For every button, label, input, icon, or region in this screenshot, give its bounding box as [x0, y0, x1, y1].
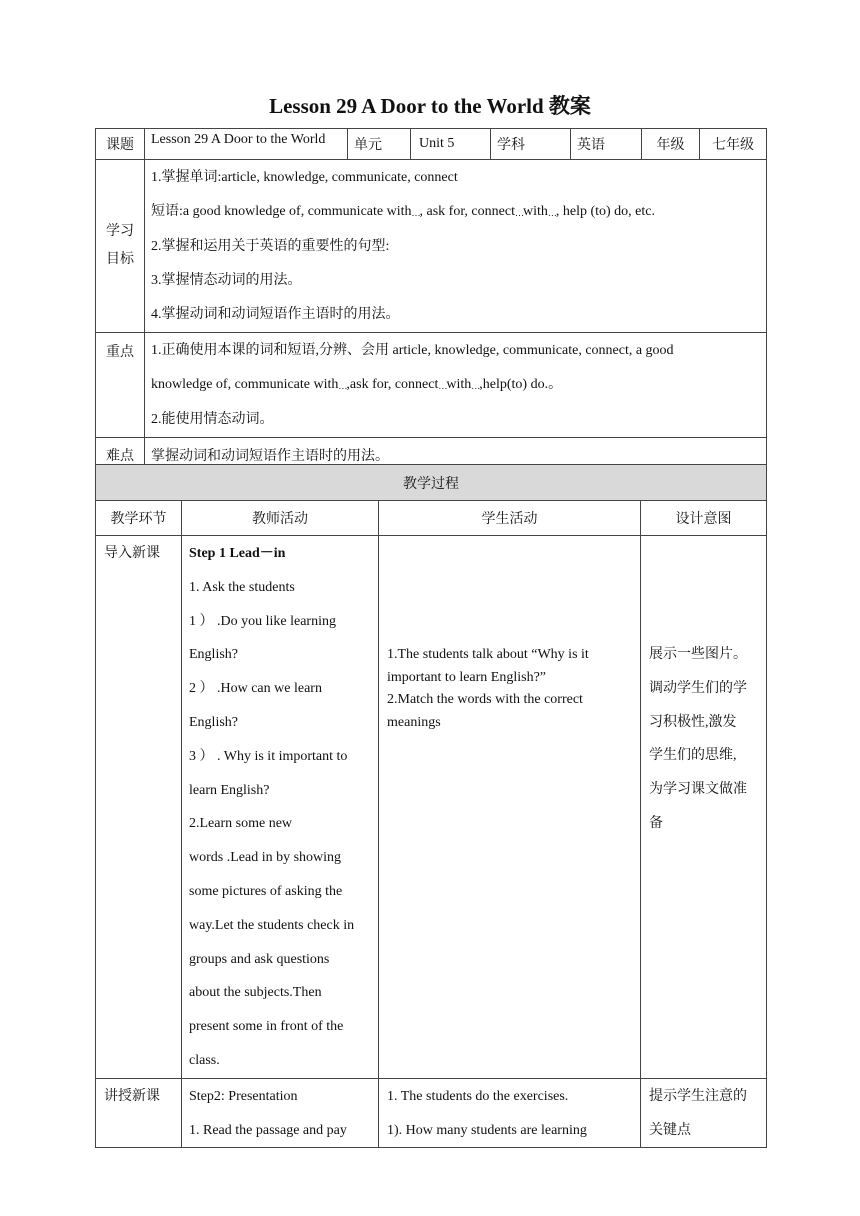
design-line: 为学习课文做准 [649, 782, 747, 798]
design-intent-presentation [641, 1078, 767, 1148]
teacher-line: 1. Read the passage and pay [189, 1122, 347, 1138]
objectives-row [96, 160, 767, 333]
keypoint-line-1: 1.正确使用本课的词和短语,分辨、会用 article, knowledge, communicate, connect, a good [151, 343, 674, 358]
process-banner: 教学过程 [96, 465, 767, 501]
teacher-line: class. [189, 1052, 220, 1068]
grade-label: 年级 [642, 129, 700, 160]
teacher-line: 1. Ask the students [189, 579, 295, 595]
objective-line-1: 1.掌握单词:article, knowledge, communicate, connect [151, 170, 458, 185]
objectives-label [96, 160, 145, 333]
design-line: 学生们的思维, [649, 748, 737, 764]
student-activity-presentation [379, 1078, 641, 1148]
teacher-line: 2 ） .How can we learn [189, 681, 322, 697]
teacher-line: 3 ） . Why is it important to [189, 748, 348, 764]
student-line: meanings [387, 714, 441, 730]
unit-label: 单元 [348, 129, 411, 160]
design-line: 习积极性,激发 [649, 714, 737, 730]
student-line: 2.Match the words with the correct [387, 692, 583, 707]
objective-line-3: 2.掌握和运用关于英语的重要性的句型: [151, 239, 390, 254]
teacher-line: way.Let the students check in [189, 917, 355, 933]
unit-value: Unit 5 [411, 129, 491, 160]
topic-label: 课题 [96, 129, 145, 160]
objectives-label-2: 目标 [106, 252, 134, 267]
design-intent-leadin [641, 536, 767, 1079]
design-line: 展示一些图片。 [649, 647, 747, 662]
teacher-line: 2.Learn some new [189, 816, 293, 832]
col-teacher-header: 教师活动 [182, 501, 379, 536]
teacher-line: about the subjects.Then [189, 985, 322, 1001]
difficulty-value: 掌握动词和动词短语作主语时的用法。 [145, 438, 767, 472]
objectives-label-1: 学习 [106, 224, 134, 239]
student-line: important to learn English?” [387, 669, 547, 685]
subject-label: 学科 [491, 129, 571, 160]
process-table [95, 464, 767, 1148]
student-line: 1.The students talk about “Why is it [387, 647, 589, 662]
objective-line-4: 3.掌握情态动词的用法。 [151, 273, 302, 288]
info-table [95, 128, 767, 472]
stage-leadin: 导入新课 [96, 536, 182, 1079]
difficulty-label: 难点 [96, 438, 145, 472]
stage-presentation: 讲授新课 [96, 1078, 182, 1148]
design-line: 提示学生注意的 [649, 1088, 747, 1104]
teacher-line: present some in front of the [189, 1019, 344, 1035]
teacher-line: groups and ask questions [189, 951, 330, 967]
teacher-line: learn English? [189, 782, 270, 798]
process-row-presentation [96, 1078, 767, 1148]
design-line: 调动学生们的学 [649, 680, 747, 696]
teacher-line: Step2: Presentation [189, 1088, 298, 1104]
teacher-line: 1 ） .Do you like learning [189, 613, 336, 629]
col-stage-header: 教学环节 [96, 501, 182, 536]
teacher-line: some pictures of asking the [189, 883, 343, 899]
process-row-leadin [96, 536, 767, 1079]
process-header-row [96, 501, 767, 536]
keypoints-label: 重点 [96, 333, 145, 438]
subject-value: 英语 [571, 129, 642, 160]
objectives-content [145, 160, 767, 333]
objective-line-2: 短语:a good knowledge of, communicate with…, ask for, connect…with…, help (to) do, etc. [151, 204, 655, 219]
grade-value: 七年级 [700, 129, 767, 160]
teacher-line: English? [189, 647, 238, 663]
keypoints-content [145, 333, 767, 438]
topic-value: Lesson 29 A Door to the World [145, 129, 348, 160]
col-design-header: 设计意图 [641, 501, 767, 536]
keypoint-line-3: 2.能使用情态动词。 [151, 412, 274, 427]
header-row [96, 129, 767, 160]
student-line: 1. The students do the exercises. [387, 1088, 569, 1104]
design-line: 关键点 [649, 1122, 691, 1138]
keypoints-row [96, 333, 767, 438]
document-title: Lesson 29 A Door to the World 教案 [269, 94, 591, 118]
process-banner-row [96, 465, 767, 501]
objective-line-5: 4.掌握动词和动词短语作主语时的用法。 [151, 307, 400, 322]
teacher-activity-presentation [182, 1078, 379, 1148]
teacher-line: words .Lead in by showing [189, 850, 342, 866]
step1-heading: Step 1 Lead－in [189, 546, 286, 561]
design-line: 备 [649, 815, 663, 831]
col-student-header: 学生活动 [379, 501, 641, 536]
keypoint-line-2: knowledge of, communicate with…,ask for, connect…with…,help(to) do.。 [151, 377, 563, 392]
student-activity-leadin [379, 536, 641, 1079]
teacher-line: English? [189, 714, 238, 730]
student-line: 1). How many students are learning [387, 1122, 587, 1138]
teacher-activity-leadin [182, 536, 379, 1079]
